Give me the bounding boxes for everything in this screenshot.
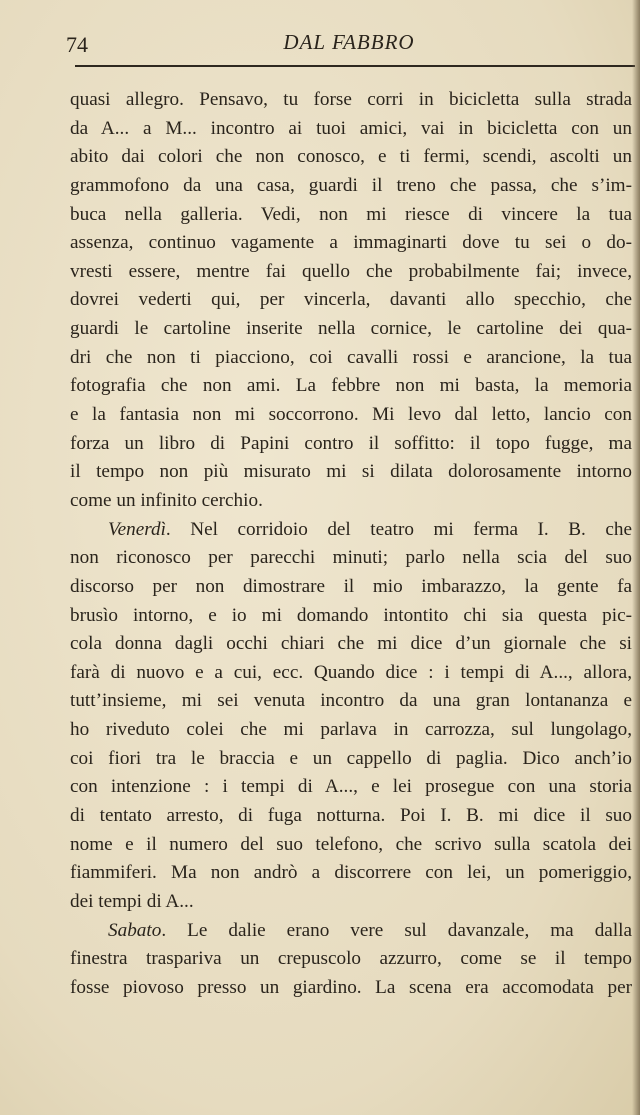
line-text: nome e il numero del suo telefono, che scrivo sulla scatola dei xyxy=(70,833,632,855)
page-number: 74 xyxy=(66,32,88,57)
line-text: coi fiori tra le braccia e un cappello di paglia. Dico anch’io xyxy=(70,747,632,769)
text-line xyxy=(70,630,632,659)
line-text: dovrei vederti qui, per vincerla, davanti allo specchio, che xyxy=(70,289,632,311)
line-text: assenza, continuo vagamente a immaginarti dove tu sei o do- xyxy=(70,232,632,254)
text-line xyxy=(70,602,632,631)
text-line xyxy=(70,544,632,573)
body-text xyxy=(70,86,632,1003)
line-text: fotografia che non ami. La febbre non mi basta, la memoria xyxy=(70,375,632,397)
line-text: il tempo non più misurato mi si dilata dolorosamente intorno xyxy=(70,461,632,483)
text-line xyxy=(70,917,632,946)
text-line xyxy=(70,286,632,315)
text-line xyxy=(70,802,632,831)
line-text: cola donna dagli occhi chiari che mi dice d’un giornale che si xyxy=(70,633,632,655)
text-line xyxy=(70,859,632,888)
day-heading: Venerdì xyxy=(108,518,166,540)
text-line xyxy=(70,201,632,230)
text-line xyxy=(70,315,632,344)
line-text: ho riveduto colei che mi parlava in carrozza, sul lungolago, xyxy=(70,719,632,741)
text-line xyxy=(70,974,632,1003)
paragraph xyxy=(70,86,632,516)
running-header xyxy=(66,28,632,58)
line-text: dei tempi di A... xyxy=(70,890,194,912)
line-text: dri che non ti piacciono, coi cavalli rossi e arancione, la tua xyxy=(70,346,632,368)
day-heading: Sabato xyxy=(108,919,162,941)
line-text: con intenzione : i tempi di A..., e lei prosegue con una storia xyxy=(70,776,632,798)
text-line xyxy=(70,258,632,287)
text-line xyxy=(70,458,632,487)
running-title: DAL FABBRO xyxy=(283,30,415,54)
line-text: finestra traspariva un crepuscolo azzurro, come se il tempo xyxy=(70,948,632,970)
text-line xyxy=(70,745,632,774)
line-text: tutt’insieme, mi sei venuta incontro da una gran lontananza e xyxy=(70,690,632,712)
line-text: brusìo intorno, e io mi domando intontito chi sia questa pic- xyxy=(70,604,632,626)
line-text: fosse piovoso presso un giardino. La scena era accomodata per xyxy=(70,976,632,998)
header-rule xyxy=(75,65,635,67)
page-edge-shadow xyxy=(632,0,640,1115)
line-text: guardi le cartoline inserite nella cornice, le cartoline dei qua- xyxy=(70,318,632,340)
text-line xyxy=(70,143,632,172)
text-line xyxy=(70,773,632,802)
text-line xyxy=(70,86,632,115)
text-line xyxy=(70,687,632,716)
line-text: fiammiferi. Ma non andrò a discorrere con lei, un pomeriggio, xyxy=(70,862,632,884)
line-text: discorso per non dimostrare il mio imbarazzo, la gente fa xyxy=(70,575,632,597)
line-text: . Nel corridoio del teatro mi ferma I. B. che xyxy=(165,518,632,540)
text-line xyxy=(70,516,632,545)
text-line xyxy=(70,115,632,144)
line-text: da A... a M... incontro ai tuoi amici, vai in bicicletta con un xyxy=(70,117,632,139)
line-text: vresti essere, mentre fai quello che probabilmente fai; invece, xyxy=(70,260,632,282)
line-text: non riconosco per parecchi minuti; parlo nella scia del suo xyxy=(70,547,632,569)
text-line xyxy=(70,372,632,401)
text-line xyxy=(70,172,632,201)
paragraph xyxy=(70,516,632,917)
text-line xyxy=(70,573,632,602)
line-text: abito dai colori che non conosco, e ti fermi, scendi, ascolti un xyxy=(70,146,632,168)
paragraph xyxy=(70,917,632,1003)
text-line xyxy=(70,716,632,745)
text-line xyxy=(70,487,632,516)
line-text: quasi allegro. Pensavo, tu forse corri in bicicletta sulla strada xyxy=(70,89,632,110)
text-line xyxy=(70,430,632,459)
text-line xyxy=(70,831,632,860)
line-text: e la fantasia non mi soccorrono. Mi levo dal letto, lancio con xyxy=(70,404,632,426)
text-line xyxy=(70,945,632,974)
line-text: . Le dalie erano vere sul davanzale, ma dalla xyxy=(161,919,632,941)
line-text: buca nella galleria. Vedi, non mi riesce di vincere la tua xyxy=(70,203,632,225)
text-line xyxy=(70,401,632,430)
line-text: grammofono da una casa, guardi il treno che passa, che s’im- xyxy=(70,174,632,196)
line-text: forza un libro di Papini contro il soffitto: il topo fugge, ma xyxy=(70,432,632,454)
text-line xyxy=(70,229,632,258)
text-line xyxy=(70,888,632,917)
line-text: come un infinito cerchio. xyxy=(70,489,263,511)
line-text: farà di nuovo e a cui, ecc. Quando dice : i tempi di A..., allora, xyxy=(70,661,632,683)
text-line xyxy=(70,659,632,688)
text-line xyxy=(70,344,632,373)
line-text: di tentato arresto, di fuga notturna. Poi I. B. mi dice il suo xyxy=(70,805,632,827)
